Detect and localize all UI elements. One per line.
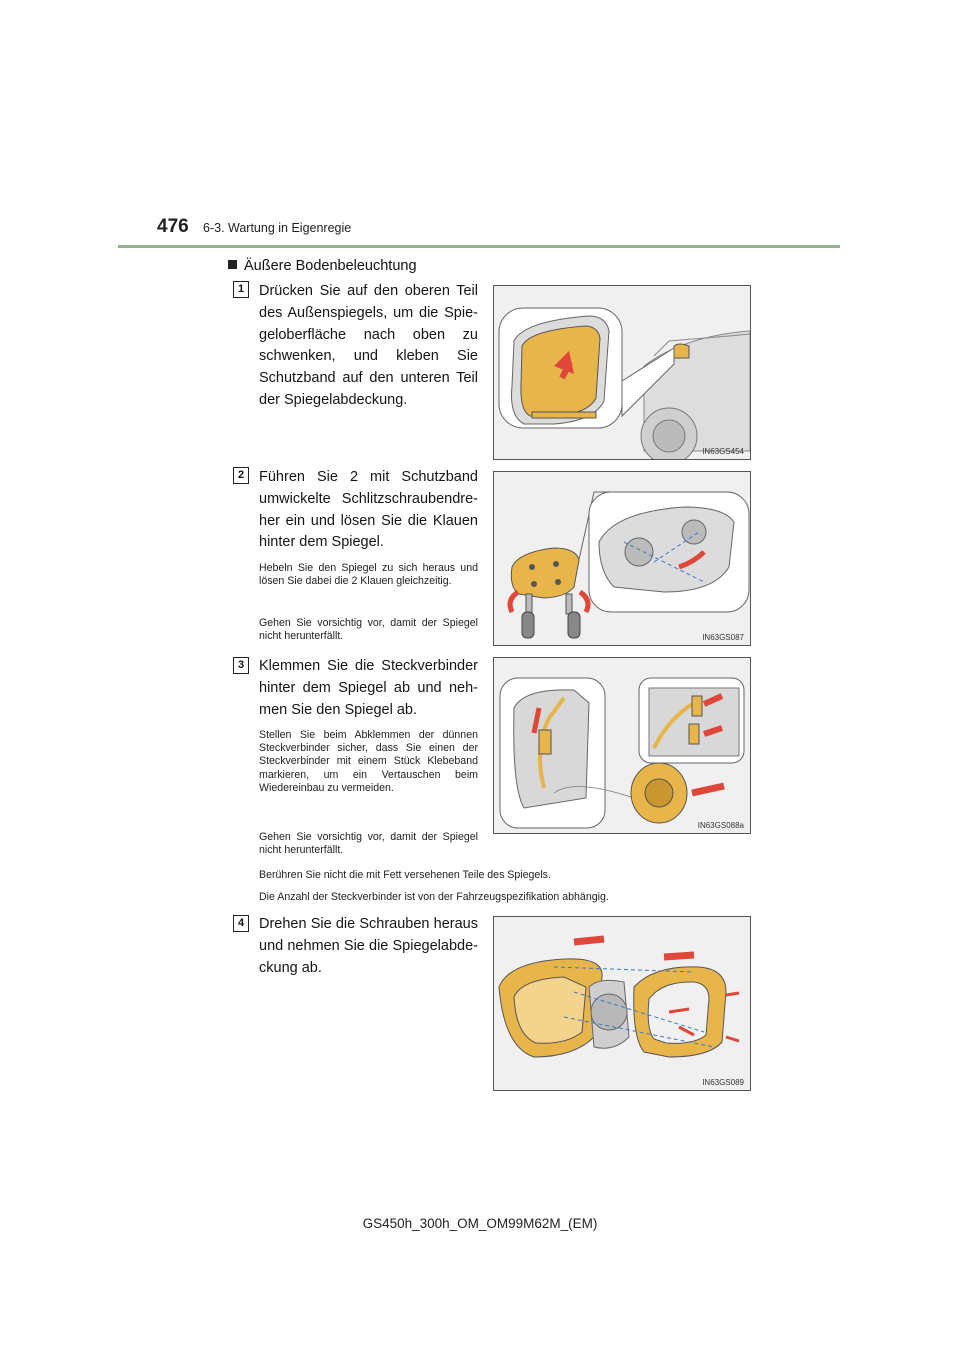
screwdriver-claws-illustration bbox=[494, 472, 750, 645]
footer-code: GS450h_300h_OM_OM99M62M_(EM) bbox=[362, 1216, 598, 1231]
mirror-cover-removal-illustration bbox=[494, 917, 750, 1090]
figure-2 bbox=[493, 471, 751, 646]
section-heading-text: Äußere Bodenbeleuchtung bbox=[244, 258, 417, 274]
figure-2-code: IN63GS087 bbox=[702, 633, 744, 642]
step-4-text: Drehen Sie die Schrauben heraus und nehmen Sie die Spiegelabdeckung ab. bbox=[259, 916, 478, 976]
step-number-3: 3 bbox=[233, 657, 249, 674]
figure-4-code: IN63GS089 bbox=[702, 1078, 744, 1087]
step-2-note-2: Gehen Sie vorsichtig vor, damit der Spiegel nicht herunterfällt. bbox=[259, 617, 478, 643]
square-bullet-icon bbox=[228, 260, 237, 269]
connector-disconnect-illustration bbox=[494, 658, 750, 833]
figure-3 bbox=[493, 657, 751, 834]
step-3-text: Klemmen Sie die Steckverbinder hinter dem Spiegel ab und nehmen Sie den Spiegel ab. bbox=[259, 658, 478, 718]
figure-1 bbox=[493, 285, 751, 460]
page-number: 476 bbox=[157, 216, 189, 237]
step-3-note-1: Stellen Sie beim Abklemmen der dünnen Steckverbinder sicher, dass Sie einen der Steckverbinder mit einem Stück Klebeband markieren, um ein Vertauschen beim Wiedereinbau zu vermeiden. bbox=[259, 729, 478, 794]
figure-4 bbox=[493, 916, 751, 1091]
step-1-text: Drücken Sie auf den oberen Teil des Außenspiegels, um die Spiegeloberfläche nach oben zu schwenken, und kleben Sie Schutzband auf den unteren Teil der Spiegelabdeckung. bbox=[259, 283, 478, 408]
section-title: 6-3. Wartung in Eigenregie bbox=[203, 221, 352, 235]
section-heading bbox=[228, 258, 417, 274]
figure-1-code: IN63GS454 bbox=[702, 447, 744, 456]
step-3-wide-note-1: Berühren Sie nicht die mit Fett versehenen Teile des Spiegels. bbox=[259, 869, 551, 881]
step-number-2: 2 bbox=[233, 467, 249, 484]
header-rule bbox=[118, 245, 840, 248]
step-2-text: Führen Sie 2 mit Schutzband umwickelte Schlitzschraubendreher ein und lösen Sie die Klauen hinter dem Spiegel. bbox=[259, 469, 478, 551]
mirror-press-illustration bbox=[494, 286, 750, 459]
step-3-note-2: Gehen Sie vorsichtig vor, damit der Spiegel nicht herunterfällt. bbox=[259, 831, 478, 857]
step-3-wide-note-2: Die Anzahl der Steckverbinder ist von der Fahrzeugspezifikation abhängig. bbox=[259, 891, 609, 903]
step-2-note-1: Hebeln Sie den Spiegel zu sich heraus und lösen Sie dabei die 2 Klauen gleichzeitig. bbox=[259, 562, 478, 588]
step-number-1: 1 bbox=[233, 281, 249, 298]
figure-3-code: IN63GS088a bbox=[697, 821, 744, 830]
step-number-4: 4 bbox=[233, 915, 249, 932]
